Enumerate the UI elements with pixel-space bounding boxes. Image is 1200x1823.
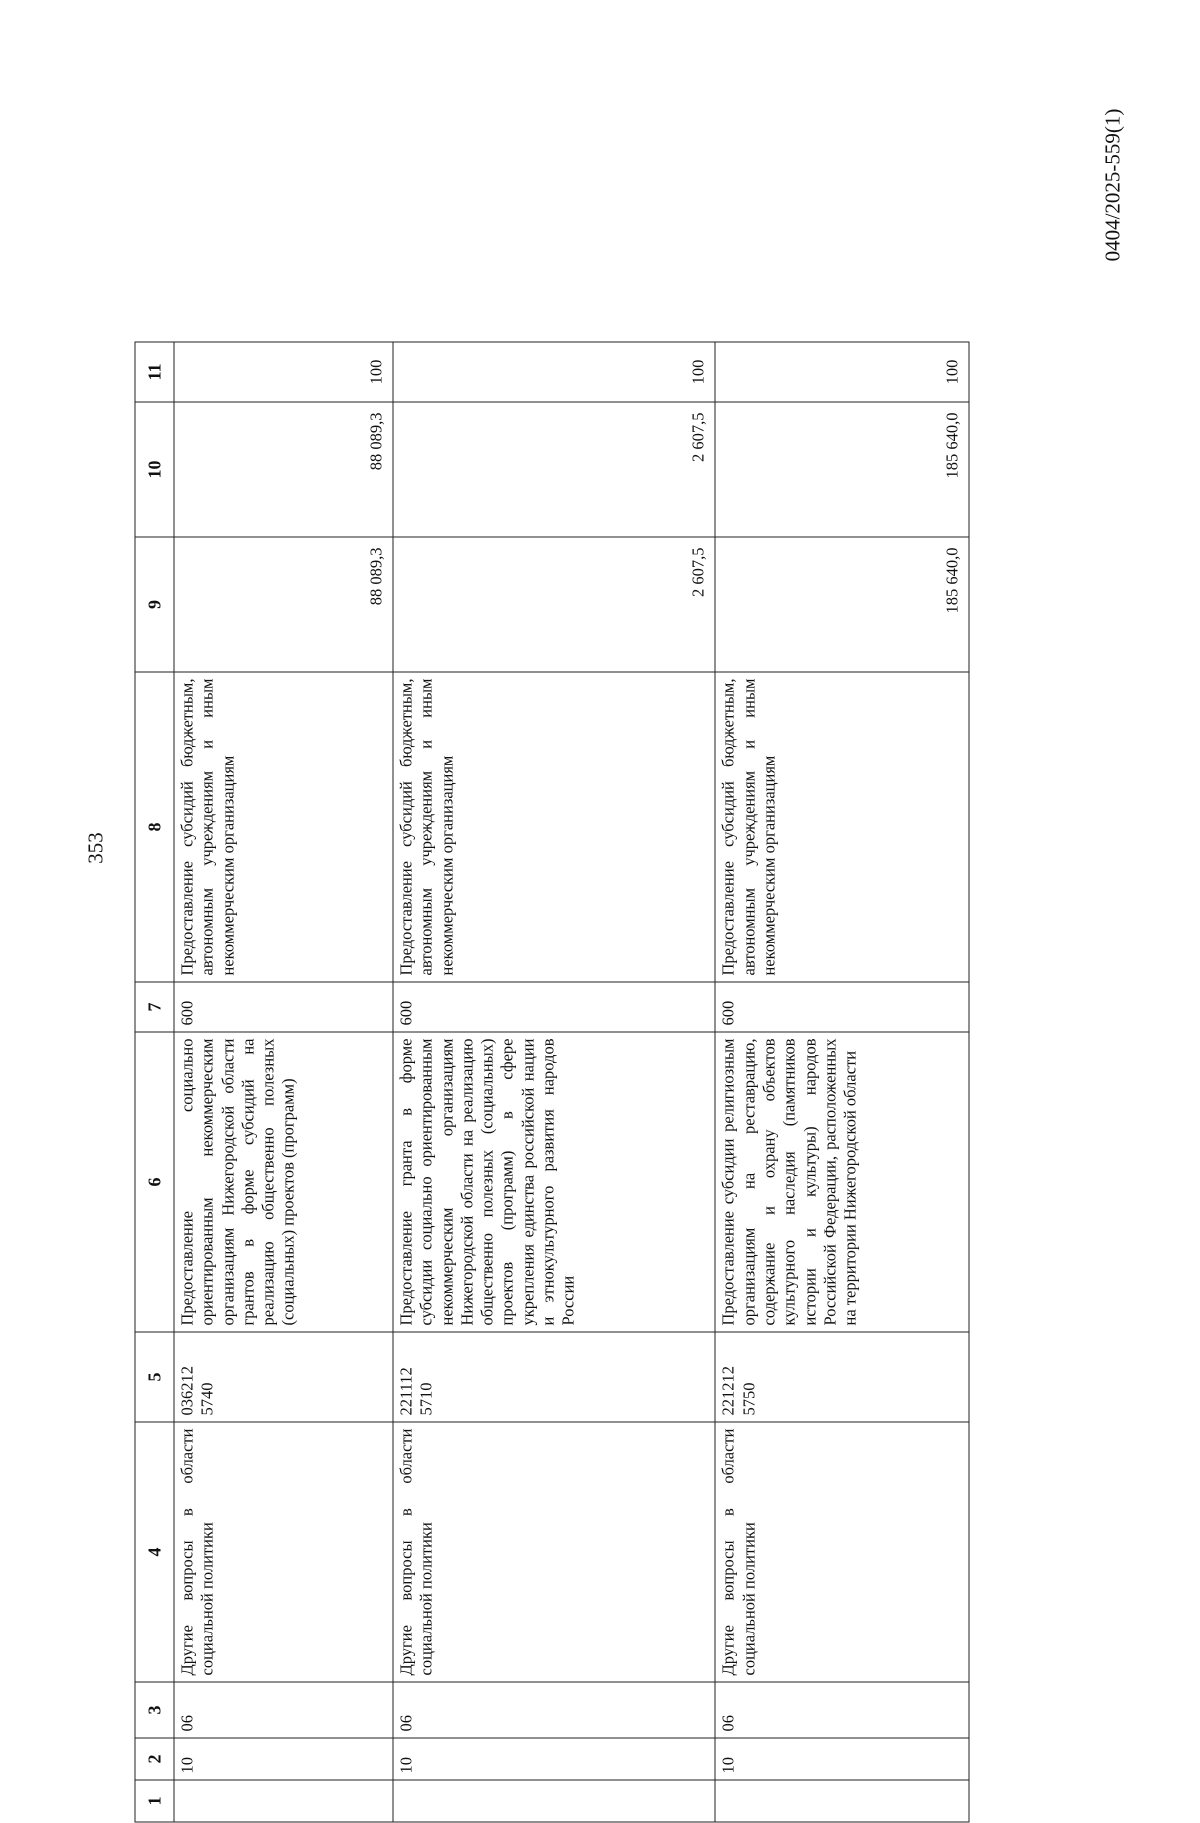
subsection-name-cell: Другие вопросы в области социальной политики xyxy=(715,1422,969,1682)
header-cell-11: 11 xyxy=(135,342,174,402)
document-code: 0404/2025-559(1) xyxy=(1100,108,1125,262)
budget-table xyxy=(135,342,970,1823)
expense-type-code-cell: 600 xyxy=(393,982,716,1032)
target-article-cell: 036212 5740 xyxy=(174,1332,393,1422)
target-article-name-cell: Предоставление субсидии религиозным организациям на реставрацию, содержание и охрану объектов культурного наследия (памятников истории и культуры) народов Российской Федерации, расположенных на территории Нижегородской области xyxy=(715,1032,969,1332)
header-cell-9: 9 xyxy=(135,537,174,672)
amount-planned-cell: 2 607,5 xyxy=(393,537,716,672)
target-article-name-cell: Предоставление социально ориентированным некоммерческим организациям Нижегородской области грантов в форме субсидий на реализацию общественно полезных (социальных) проектов (программ) xyxy=(174,1032,393,1332)
header-cell-1: 1 xyxy=(135,1780,174,1822)
expense-type-code-cell: 600 xyxy=(715,982,969,1032)
amount-executed-cell: 2 607,5 xyxy=(393,402,716,537)
header-row xyxy=(135,342,174,1822)
header-cell-4: 4 xyxy=(135,1422,174,1682)
row-index-cell xyxy=(174,1780,393,1822)
table-row xyxy=(715,342,969,1822)
row-index-cell xyxy=(715,1780,969,1822)
amount-planned-cell: 185 640,0 xyxy=(715,537,969,672)
rotated-table-frame xyxy=(135,343,970,1823)
header-cell-6: 6 xyxy=(135,1032,174,1332)
percent-cell: 100 xyxy=(715,342,969,402)
subsection-code-cell: 06 xyxy=(715,1682,969,1738)
expense-type-name-cell: Предоставление субсидий бюджетным, автономным учреждениям и иным некоммерческим организациям xyxy=(715,672,969,982)
amount-executed-cell: 88 089,3 xyxy=(174,402,393,537)
table-row xyxy=(393,342,716,1822)
amount-planned-cell: 88 089,3 xyxy=(174,537,393,672)
header-cell-10: 10 xyxy=(135,402,174,537)
section-code-cell: 10 xyxy=(393,1738,716,1780)
target-article-cell: 221112 5710 xyxy=(393,1332,716,1422)
amount-executed-cell: 185 640,0 xyxy=(715,402,969,537)
subsection-code-cell: 06 xyxy=(393,1682,716,1738)
percent-cell: 100 xyxy=(393,342,716,402)
row-index-cell xyxy=(393,1780,716,1822)
table-row xyxy=(174,342,393,1822)
section-code-cell: 10 xyxy=(715,1738,969,1780)
header-cell-3: 3 xyxy=(135,1682,174,1738)
percent-cell: 100 xyxy=(174,342,393,402)
expense-type-code-cell: 600 xyxy=(174,982,393,1032)
target-article-name-cell: Предоставление гранта в форме субсидии социально ориентированным некоммерческим организациям Нижегородской области на реализацию общественно полезных (социальных) проектов (программ) в сфере укрепления единства российской нации и этнокультурного развития народов России xyxy=(393,1032,716,1332)
header-cell-8: 8 xyxy=(135,672,174,982)
subsection-name-cell: Другие вопросы в области социальной политики xyxy=(174,1422,393,1682)
page-number: 353 xyxy=(83,832,108,864)
section-code-cell: 10 xyxy=(174,1738,393,1780)
expense-type-name-cell: Предоставление субсидий бюджетным, автономным учреждениям и иным некоммерческим организациям xyxy=(174,672,393,982)
subsection-code-cell: 06 xyxy=(174,1682,393,1738)
subsection-name-cell: Другие вопросы в области социальной политики xyxy=(393,1422,716,1682)
expense-type-name-cell: Предоставление субсидий бюджетным, автономным учреждениям и иным некоммерческим организациям xyxy=(393,672,716,982)
header-cell-7: 7 xyxy=(135,982,174,1032)
header-cell-2: 2 xyxy=(135,1738,174,1780)
target-article-cell: 221212 5750 xyxy=(715,1332,969,1422)
header-cell-5: 5 xyxy=(135,1332,174,1422)
